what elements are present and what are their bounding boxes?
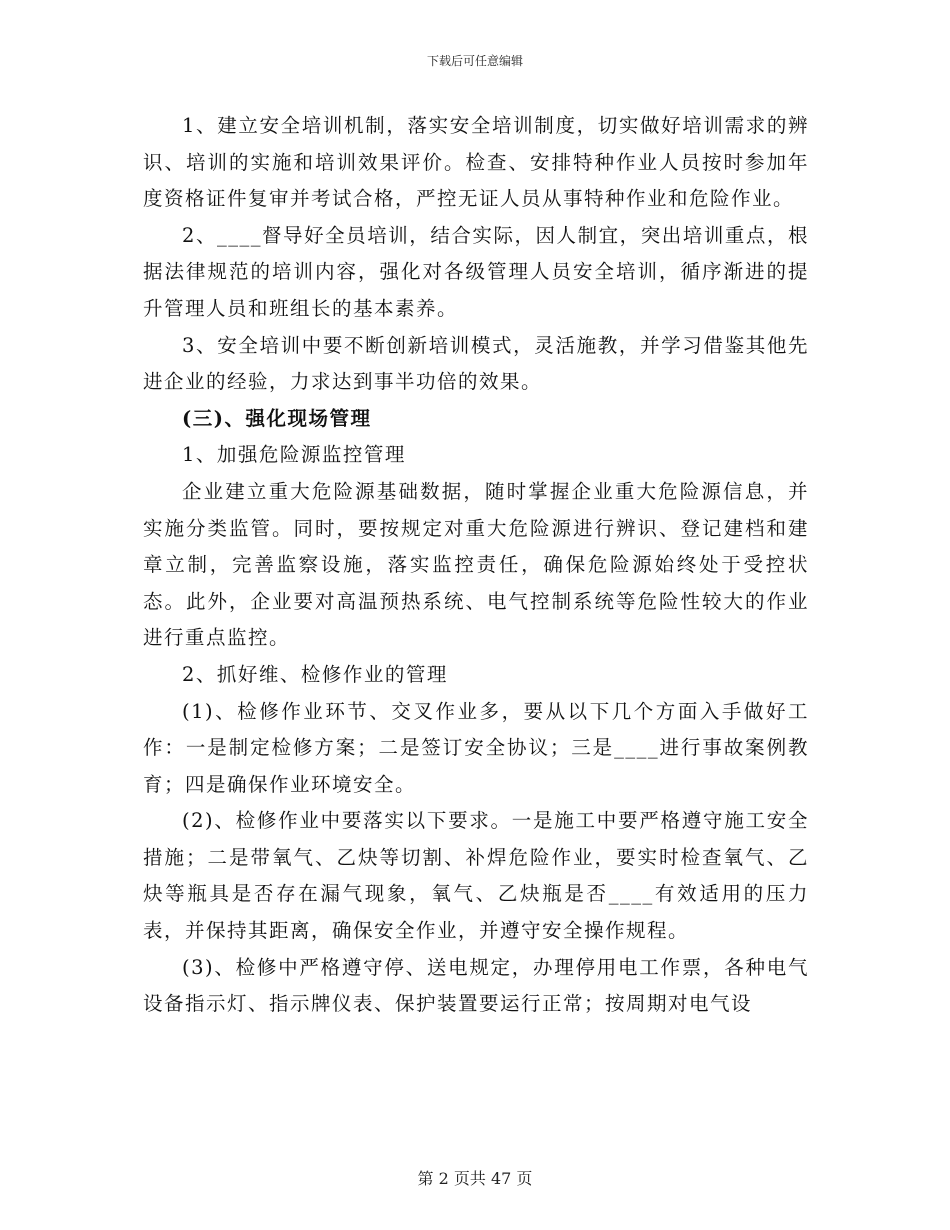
subheading-hazard-monitoring: 1、加强危险源监控管理 <box>182 443 406 467</box>
document-body <box>143 108 809 1023</box>
paragraph-maintenance-item-3: (3)、检修中严格遵守停、送电规定，办理停用电工作票，各种电气设备指示灯、指示牌仪表、保护装置要运行正常；按周期对电气设 <box>143 955 809 1016</box>
paragraph-maintenance-item-1: (1)、检修作业环节、交叉作业多，要从以下几个方面入手做好工作：一是制定检修方案；二是签订安全协议；三是____进行事故案例教育；四是确保作业环境安全。 <box>143 699 809 796</box>
paragraph-training-mechanism: 1、建立安全培训机制，落实安全培训制度，切实做好培训需求的辨识、培训的实施和培训效果评价。检查、安排特种作业人员按时参加年度资格证件复审并考试合格，严控无证人员从事特种作业和危险作业。 <box>143 114 809 211</box>
paragraph-maintenance-item-2: (2)、检修作业中要落实以下要求。一是施工中要严格遵守施工安全措施；二是带氧气、乙炔等切割、补焊危险作业，要实时检查氧气、乙炔等瓶具是否存在漏气现象，氧气、乙炔瓶是否____有效适用的压力表，并保持其距离，确保安全作业，并遵守安全操作规程。 <box>143 809 809 943</box>
subheading-maintenance-management: 2、抓好维、检修作业的管理 <box>182 662 448 686</box>
page-number-footer: 第 2 页共 47 页 <box>417 1169 533 1188</box>
paragraph-training-innovation: 3、安全培训中要不断创新培训模式，灵活施教，并学习借鉴其他先进企业的经验，力求达到事半功倍的效果。 <box>143 333 809 394</box>
paragraph-hazard-monitoring: 企业建立重大危险源基础数据，随时掌握企业重大危险源信息，并实施分类监管。同时，要按规定对重大危险源进行辨识、登记建档和建章立制，完善监察设施，落实监控责任，确保危险源始终处于受控状态。此外，企业要对高温预热系统、电气控制系统等危险性较大的作业进行重点监控。 <box>143 479 809 650</box>
section-heading-site-management: (三)、强化现场管理 <box>182 406 372 430</box>
paragraph-full-staff-training: 2、____督导好全员培训，结合实际，因人制宜，突出培训重点，根据法律规范的培训内容，强化对各级管理人员安全培训，循序渐进的提升管理人员和班组长的基本素养。 <box>143 223 809 320</box>
page-header: 下载后可任意编辑 <box>426 54 523 68</box>
